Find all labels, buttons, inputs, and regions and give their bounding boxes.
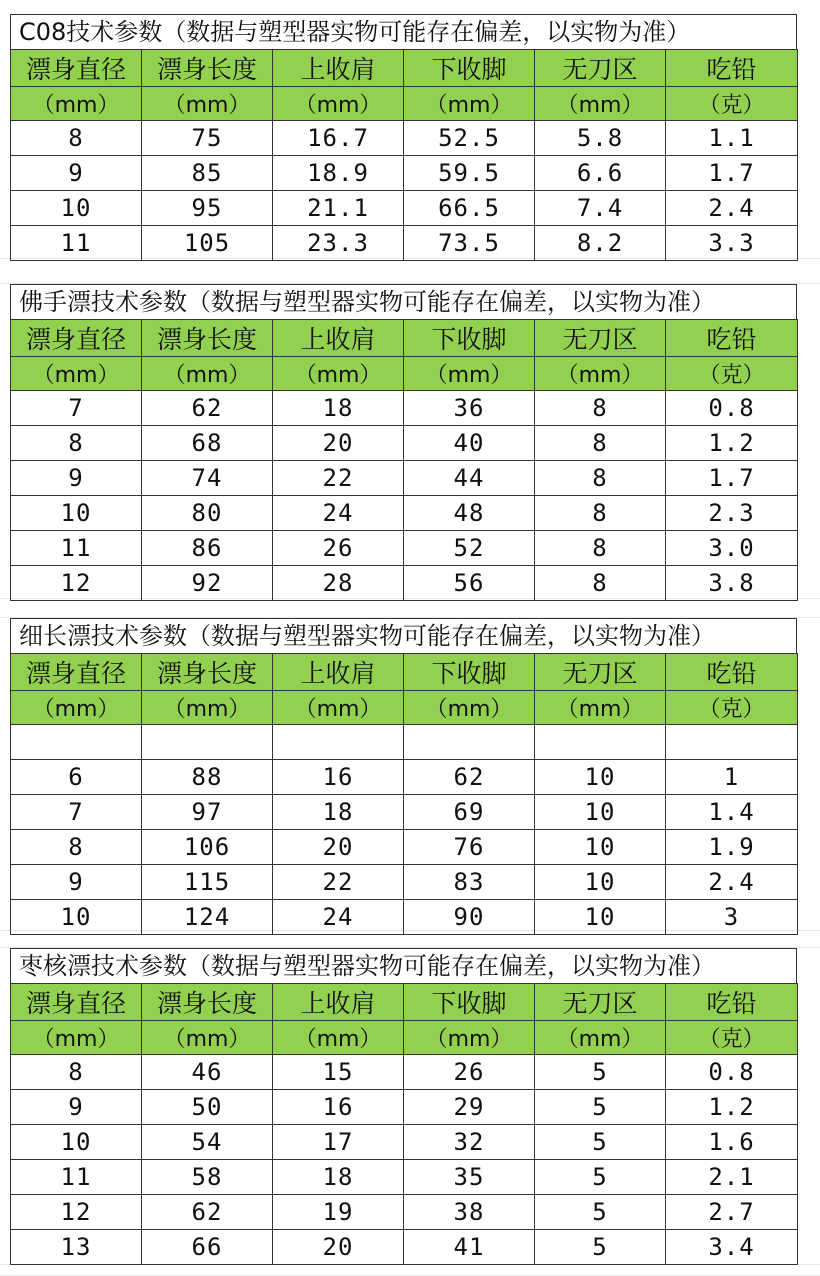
table-cell: 8 (535, 461, 666, 496)
empty-sheet-row (0, 1264, 820, 1276)
table-cell: 50 (142, 1090, 273, 1125)
table-cell: 2.1 (666, 1160, 798, 1195)
unit-cell: （mm） (142, 87, 273, 121)
table-cell: 90 (404, 900, 535, 935)
table-cell: 95 (142, 191, 273, 226)
table-cell (273, 725, 404, 760)
unit-row (11, 691, 798, 725)
unit-cell: （mm） (11, 1021, 142, 1055)
table-cell: 48 (404, 496, 535, 531)
table-row (11, 1090, 798, 1125)
column-header: 上收肩 (273, 320, 404, 357)
table-block-foshou (10, 284, 797, 601)
table-cell: 29 (404, 1090, 535, 1125)
table-cell: 97 (142, 795, 273, 830)
table-cell: 66 (142, 1230, 273, 1265)
table-cell: 10 (535, 760, 666, 795)
table-cell: 3.8 (666, 566, 798, 601)
column-header: 吃铅 (666, 984, 798, 1021)
table-cell: 52.5 (404, 121, 535, 156)
table-cell: 12 (11, 566, 142, 601)
column-header: 漂身直径 (11, 654, 142, 691)
table-row (11, 566, 798, 601)
table-cell: 2.3 (666, 496, 798, 531)
column-header: 无刀区 (535, 654, 666, 691)
column-header: 漂身长度 (142, 654, 273, 691)
table-cell: 22 (273, 865, 404, 900)
table-cell: 73.5 (404, 226, 535, 261)
table-body (11, 50, 798, 261)
table-cell: 80 (142, 496, 273, 531)
table-cell (404, 725, 535, 760)
empty-sheet-row (0, 598, 820, 618)
table-cell: 5 (535, 1055, 666, 1090)
table-cell: 20 (273, 1230, 404, 1265)
column-header: 吃铅 (666, 320, 798, 357)
header-row (11, 984, 798, 1021)
table-cell: 8 (535, 426, 666, 461)
table-cell: 28 (273, 566, 404, 601)
spec-table (10, 983, 798, 1265)
table-cell: 124 (142, 900, 273, 935)
table-cell: 9 (11, 1090, 142, 1125)
table-cell: 10 (11, 191, 142, 226)
table-cell: 5 (535, 1195, 666, 1230)
table-cell: 52 (404, 531, 535, 566)
table-cell: 92 (142, 566, 273, 601)
table-cell: 41 (404, 1230, 535, 1265)
table-cell: 38 (404, 1195, 535, 1230)
table-cell: 9 (11, 865, 142, 900)
header-row (11, 654, 798, 691)
unit-cell: （mm） (142, 1021, 273, 1055)
header-row (11, 50, 798, 87)
table-title: 佛手漂技术参数（数据与塑型器实物可能存在偏差，以实物为准） (10, 284, 797, 319)
unit-cell: （mm） (273, 691, 404, 725)
table-cell: 5 (535, 1230, 666, 1265)
table-cell: 115 (142, 865, 273, 900)
column-header: 漂身直径 (11, 984, 142, 1021)
table-title: 细长漂技术参数（数据与塑型器实物可能存在偏差，以实物为准） (10, 618, 797, 653)
table-cell: 9 (11, 156, 142, 191)
table-title: 枣核漂技术参数（数据与塑型器实物可能存在偏差，以实物为准） (10, 948, 797, 983)
table-body (11, 654, 798, 935)
header-row (11, 320, 798, 357)
table-cell: 18 (273, 391, 404, 426)
table-cell: 7 (11, 795, 142, 830)
table-cell: 3 (666, 900, 798, 935)
unit-row (11, 87, 798, 121)
table-cell: 105 (142, 226, 273, 261)
table-cell: 7 (11, 391, 142, 426)
table-cell: 8 (11, 1055, 142, 1090)
table-cell: 1.9 (666, 830, 798, 865)
column-header: 漂身直径 (11, 320, 142, 357)
table-row (11, 1125, 798, 1160)
table-cell: 17 (273, 1125, 404, 1160)
unit-cell: （mm） (11, 357, 142, 391)
table-cell: 20 (273, 830, 404, 865)
table-cell: 62 (142, 1195, 273, 1230)
table-cell: 75 (142, 121, 273, 156)
column-header: 无刀区 (535, 320, 666, 357)
table-cell (666, 725, 798, 760)
table-cell: 56 (404, 566, 535, 601)
table-cell: 10 (11, 496, 142, 531)
table-cell: 62 (404, 760, 535, 795)
unit-cell: （mm） (273, 87, 404, 121)
table-cell: 8 (535, 496, 666, 531)
table-row (11, 1055, 798, 1090)
column-header: 下收脚 (404, 984, 535, 1021)
spec-table (10, 653, 798, 935)
table-cell: 16 (273, 1090, 404, 1125)
table-cell: 24 (273, 496, 404, 531)
table-cell: 58 (142, 1160, 273, 1195)
table-cell: 1.7 (666, 156, 798, 191)
unit-cell: （mm） (142, 691, 273, 725)
table-cell: 8.2 (535, 226, 666, 261)
table-cell: 86 (142, 531, 273, 566)
column-header: 漂身直径 (11, 50, 142, 87)
table-title: C08技术参数（数据与塑型器实物可能存在偏差，以实物为准） (10, 14, 797, 49)
table-cell: 15 (273, 1055, 404, 1090)
table-cell: 18.9 (273, 156, 404, 191)
unit-cell: （mm） (142, 357, 273, 391)
table-block-xichang (10, 618, 797, 935)
table-row (11, 461, 798, 496)
column-header: 上收肩 (273, 984, 404, 1021)
unit-cell: （mm） (404, 357, 535, 391)
table-cell: 26 (273, 531, 404, 566)
table-row (11, 900, 798, 935)
table-cell: 1.2 (666, 1090, 798, 1125)
table-cell: 69 (404, 795, 535, 830)
table-cell: 13 (11, 1230, 142, 1265)
table-cell: 11 (11, 1160, 142, 1195)
table-cell: 16.7 (273, 121, 404, 156)
table-cell: 10 (535, 900, 666, 935)
column-header: 下收脚 (404, 320, 535, 357)
table-row (11, 531, 798, 566)
unit-cell: （mm） (535, 357, 666, 391)
table-row (11, 496, 798, 531)
table-cell: 62 (142, 391, 273, 426)
table-cell: 20 (273, 426, 404, 461)
table-cell: 46 (142, 1055, 273, 1090)
table-cell: 1.1 (666, 121, 798, 156)
table-row (11, 830, 798, 865)
column-header: 无刀区 (535, 50, 666, 87)
unit-cell: （克） (666, 87, 798, 121)
table-cell: 16 (273, 760, 404, 795)
table-cell: 5 (535, 1160, 666, 1195)
column-header: 上收肩 (273, 50, 404, 87)
table-cell: 24 (273, 900, 404, 935)
spec-table (10, 319, 798, 601)
table-cell (142, 725, 273, 760)
table-row (11, 426, 798, 461)
table-cell: 3.3 (666, 226, 798, 261)
table-row (11, 226, 798, 261)
table-cell (11, 725, 142, 760)
column-header: 下收脚 (404, 654, 535, 691)
unit-cell: （mm） (404, 1021, 535, 1055)
table-body (11, 984, 798, 1265)
table-cell: 106 (142, 830, 273, 865)
column-header: 上收肩 (273, 654, 404, 691)
table-cell: 8 (535, 531, 666, 566)
table-cell (535, 725, 666, 760)
table-cell: 10 (535, 795, 666, 830)
table-cell: 8 (11, 426, 142, 461)
unit-cell: （mm） (535, 87, 666, 121)
table-row (11, 156, 798, 191)
column-header: 下收脚 (404, 50, 535, 87)
table-row (11, 760, 798, 795)
table-cell: 54 (142, 1125, 273, 1160)
unit-cell: （克） (666, 1021, 798, 1055)
table-cell: 6.6 (535, 156, 666, 191)
table-cell: 18 (273, 1160, 404, 1195)
table-cell: 1.2 (666, 426, 798, 461)
table-cell: 1.4 (666, 795, 798, 830)
unit-row (11, 1021, 798, 1055)
unit-cell: （mm） (535, 1021, 666, 1055)
table-cell: 10 (11, 1125, 142, 1160)
table-cell: 10 (535, 865, 666, 900)
table-row (11, 1160, 798, 1195)
table-cell: 22 (273, 461, 404, 496)
table-block-c08 (10, 14, 797, 261)
table-cell: 74 (142, 461, 273, 496)
table-cell: 5 (535, 1125, 666, 1160)
unit-row (11, 357, 798, 391)
unit-cell: （mm） (11, 87, 142, 121)
table-cell: 21.1 (273, 191, 404, 226)
column-header: 吃铅 (666, 654, 798, 691)
table-cell: 36 (404, 391, 535, 426)
table-cell: 1.6 (666, 1125, 798, 1160)
table-cell: 85 (142, 156, 273, 191)
table-cell: 6 (11, 760, 142, 795)
empty-sheet-row (0, 258, 820, 284)
unit-cell: （mm） (535, 691, 666, 725)
table-cell: 32 (404, 1125, 535, 1160)
table-cell: 1 (666, 760, 798, 795)
table-cell: 8 (535, 391, 666, 426)
table-cell: 23.3 (273, 226, 404, 261)
table-cell: 2.4 (666, 191, 798, 226)
unit-cell: （mm） (273, 1021, 404, 1055)
table-cell: 8 (11, 830, 142, 865)
table-cell: 8 (535, 566, 666, 601)
spec-table (10, 49, 798, 261)
table-cell: 19 (273, 1195, 404, 1230)
table-cell: 10 (11, 900, 142, 935)
table-cell: 88 (142, 760, 273, 795)
table-cell: 40 (404, 426, 535, 461)
table-row (11, 865, 798, 900)
unit-cell: （克） (666, 357, 798, 391)
unit-cell: （mm） (404, 87, 535, 121)
table-cell: 68 (142, 426, 273, 461)
table-cell: 12 (11, 1195, 142, 1230)
table-row (11, 795, 798, 830)
column-header: 漂身长度 (142, 984, 273, 1021)
table-cell: 7.4 (535, 191, 666, 226)
table-cell: 66.5 (404, 191, 535, 226)
table-row (11, 191, 798, 226)
table-cell: 18 (273, 795, 404, 830)
table-cell: 0.8 (666, 391, 798, 426)
table-cell: 3.0 (666, 531, 798, 566)
table-cell: 10 (535, 830, 666, 865)
table-body (11, 320, 798, 601)
table-block-zaohe (10, 948, 797, 1265)
table-cell: 1.7 (666, 461, 798, 496)
unit-cell: （mm） (273, 357, 404, 391)
table-cell: 9 (11, 461, 142, 496)
unit-cell: （克） (666, 691, 798, 725)
table-cell: 83 (404, 865, 535, 900)
table-cell: 59.5 (404, 156, 535, 191)
table-cell: 44 (404, 461, 535, 496)
unit-cell: （mm） (11, 691, 142, 725)
table-cell: 3.4 (666, 1230, 798, 1265)
column-header: 漂身长度 (142, 320, 273, 357)
unit-cell: （mm） (404, 691, 535, 725)
table-cell: 76 (404, 830, 535, 865)
column-header: 无刀区 (535, 984, 666, 1021)
table-cell: 26 (404, 1055, 535, 1090)
table-row (11, 1195, 798, 1230)
column-header: 吃铅 (666, 50, 798, 87)
table-cell: 35 (404, 1160, 535, 1195)
table-cell: 5.8 (535, 121, 666, 156)
table-cell: 8 (11, 121, 142, 156)
table-cell: 11 (11, 531, 142, 566)
table-row (11, 121, 798, 156)
table-cell: 2.4 (666, 865, 798, 900)
table-cell: 0.8 (666, 1055, 798, 1090)
table-cell: 5 (535, 1090, 666, 1125)
table-cell: 11 (11, 226, 142, 261)
column-header: 漂身长度 (142, 50, 273, 87)
table-row (11, 1230, 798, 1265)
table-row (11, 391, 798, 426)
table-cell: 2.7 (666, 1195, 798, 1230)
table-row (11, 725, 798, 760)
